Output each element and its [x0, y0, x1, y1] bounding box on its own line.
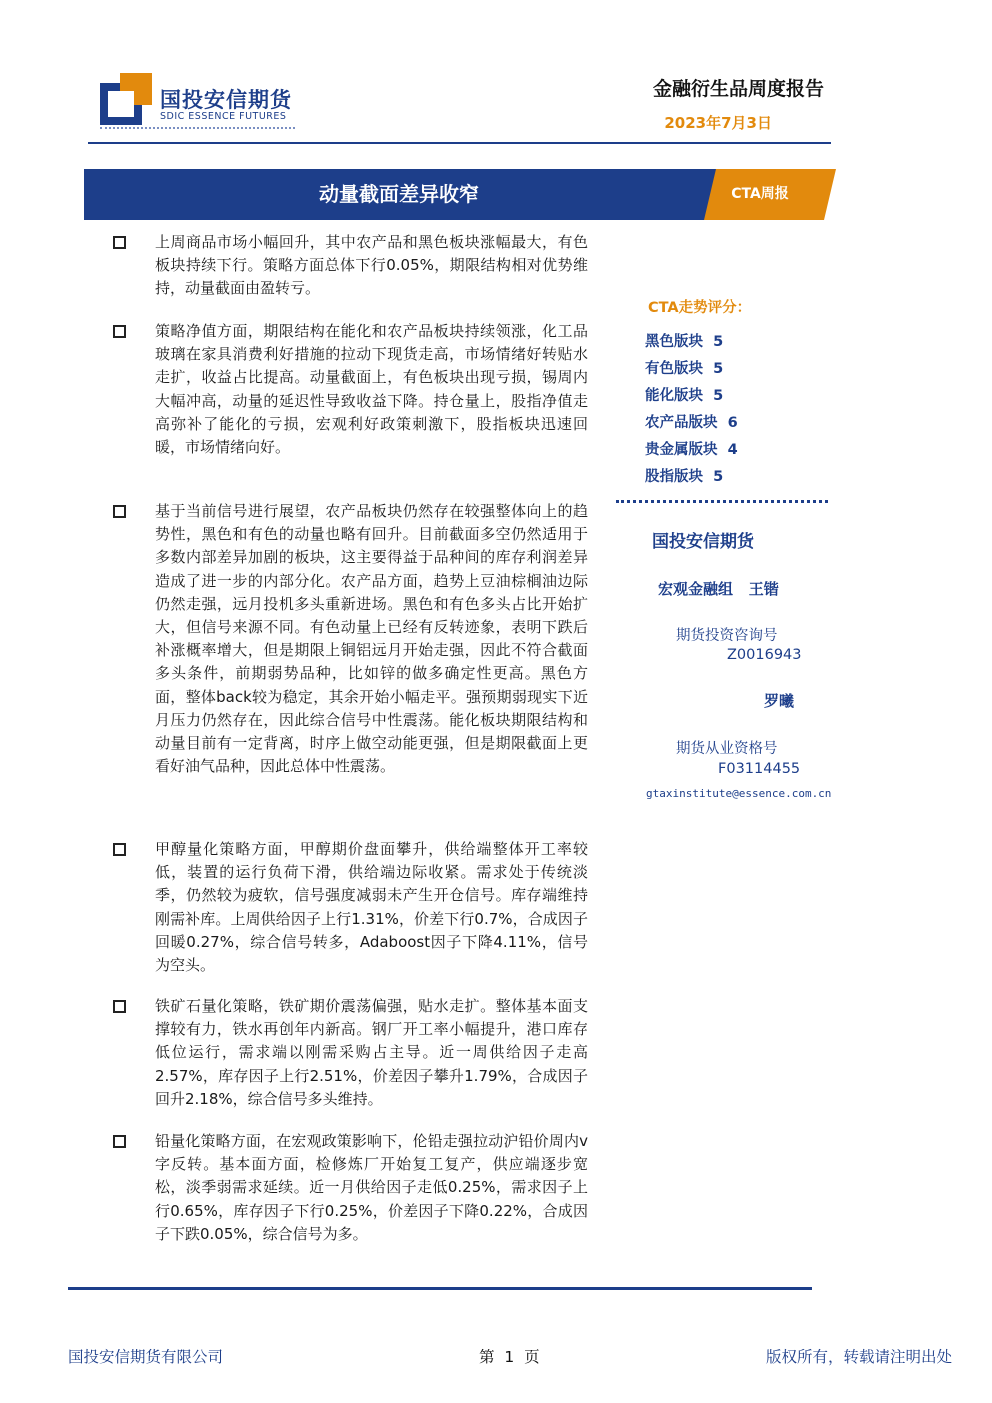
- score-row: [645, 330, 723, 351]
- sidebar-divider: [616, 500, 828, 506]
- score-value: 5: [713, 388, 724, 404]
- qualification-label: 期货从业资格号: [676, 741, 778, 757]
- score-row: [645, 438, 738, 459]
- bullet-square-icon: [113, 325, 126, 338]
- analyst-team: [658, 578, 779, 599]
- cta-score-heading: CTA走势评分：: [648, 300, 752, 316]
- logo-english-name: SDIC ESSENCE FUTURES: [160, 111, 287, 122]
- bullet-square-icon: [113, 236, 126, 249]
- paragraph: 上周商品市场小幅回升，其中农产品和黑色板块涨幅最大，有色板块持续下行。策略方面总体下行0.05%，期限结构相对优势维持，动量截面由盈转亏。: [155, 233, 588, 298]
- qualification-label: 期货投资咨询号: [676, 628, 778, 644]
- score-value: 5: [713, 469, 724, 485]
- analyst-name: 王锴: [748, 580, 779, 598]
- score-label: 黑色版块: [645, 334, 703, 350]
- report-date: 2023年7月3日: [664, 114, 772, 132]
- qualification-id: Z0016943: [727, 647, 802, 663]
- bullet-square-icon: [113, 1135, 126, 1148]
- page-number-value: 1: [504, 1348, 515, 1366]
- score-value: 4: [727, 442, 738, 458]
- score-label: 股指版块: [645, 469, 703, 485]
- logo-divider: [100, 127, 295, 131]
- paragraph: 铅量化策略方面，在宏观政策影响下，伦铅走强拉动沪铅价周内v字反转。基本面方面，检修炼厂开始复工复产，供应端逐步宽松，淡季弱需求延续。近一月供给因子走低0.25%，需求因子上行0.65%，库存因子下行0.25%，价差因子下降0.22%，合成因子下跌0.05%，综合信号为多。: [155, 1132, 588, 1243]
- contact-email-link[interactable]: gtaxinstitute@essence.com.cn: [646, 787, 832, 800]
- page-number: [479, 1345, 540, 1367]
- footer-divider: [68, 1287, 812, 1290]
- score-label: 有色版块: [645, 361, 703, 377]
- page-suffix: 页: [524, 1348, 540, 1366]
- score-value: 5: [713, 361, 724, 377]
- score-label: 能化版块: [645, 388, 703, 404]
- score-row: [645, 357, 723, 378]
- score-value: 5: [713, 334, 724, 350]
- analyst-name: 罗曦: [764, 692, 795, 710]
- paragraph: 策略净值方面，期限结构在能化和农产品板块持续领涨，化工品玻璃在家具消费利好措施的拉动下现货走高，市场情绪好转贴水走扩，收益占比提高。动量截面上，有色板块出现亏损，锡周内大幅冲高，动量的延迟性导致收益下降。持仓量上，股指净值走高弥补了能化的亏损，宏观利好政策刺激下，股指板块迅速回暖，市场情绪向好。: [155, 322, 588, 457]
- banner-tag: CTA周报: [731, 186, 789, 202]
- paragraph: 甲醇量化策略方面，甲醇期价盘面攀升，供给端整体开工率较低，装置的运行负荷下滑，供给端边际收紧。需求处于传统淡季，仍然较为疲软，信号强度减弱未产生开仓信号。库存端维持刚需补库。上周供给因子上行1.31%，价差下行0.7%，合成因子回暖0.27%，综合信号转多，Adaboost因子下降4.11%，信号为空头。: [155, 840, 588, 975]
- paragraph: 铁矿石量化策略，铁矿期价震荡偏强，贴水走扩。整体基本面支撑较有力，铁水再创年内新高。钢厂开工率小幅提升，港口库存低位运行，需求端以刚需采购占主导。近一周供给因子走高2.57%，库存因子上行2.51%，价差因子攀升1.79%，合成因子回升2.18%，综合信号多头维持。: [155, 997, 588, 1108]
- score-row: [645, 384, 723, 405]
- footer-company-name: 国投安信期货有限公司: [68, 1348, 224, 1366]
- page-prefix: 第: [479, 1348, 495, 1366]
- header-divider: [88, 142, 831, 144]
- team-name: 宏观金融组: [658, 580, 734, 598]
- sidebar-company-name: 国投安信期货: [652, 532, 754, 552]
- score-label: 农产品版块: [645, 415, 718, 431]
- score-value: 6: [727, 415, 738, 431]
- score-row: [645, 465, 723, 486]
- logo-chinese-name: 国投安信期货: [160, 88, 292, 112]
- score-label: 贵金属版块: [645, 442, 718, 458]
- company-logo-icon: [100, 73, 152, 125]
- bullet-square-icon: [113, 1000, 126, 1013]
- qualification-id: F03114455: [718, 761, 801, 777]
- bullet-square-icon: [113, 843, 126, 856]
- report-title: 金融衍生品周度报告: [652, 78, 824, 100]
- banner-title: 动量截面差异收窄: [319, 182, 479, 206]
- bullet-square-icon: [113, 505, 126, 518]
- score-row: [645, 411, 738, 432]
- paragraph: 基于当前信号进行展望，农产品板块仍然存在较强整体向上的趋势性，黑色和有色的动量也略有回升。目前截面多空仍然适用于多数内部差异加剧的板块，这主要得益于品种间的库存利润差异造成了进一步的内部分化。农产品方面，趋势上豆油棕榈油边际仍然走强，远月投机多头重新进场。黑色和有色多头占比开始扩大，但信号来源不同。有色动量上已经有反转迹象，表明下跌后补涨概率增大，但是期限上铜铝远月开始走强，因此不符合截面多头条件，前期弱势品种，比如锌的做多确定性更高。黑色方面，整体back较为稳定，其余开始小幅走平。强预期弱现实下近月压力仍然存在，因此综合信号中性震荡。能化板块期限结构和动量目前有一定背离，时序上做空动能更强，但是期限截面上更看好油气品种，因此总体中性震荡。: [155, 502, 588, 776]
- footer-copyright: 版权所有，转载请注明出处: [765, 1348, 952, 1366]
